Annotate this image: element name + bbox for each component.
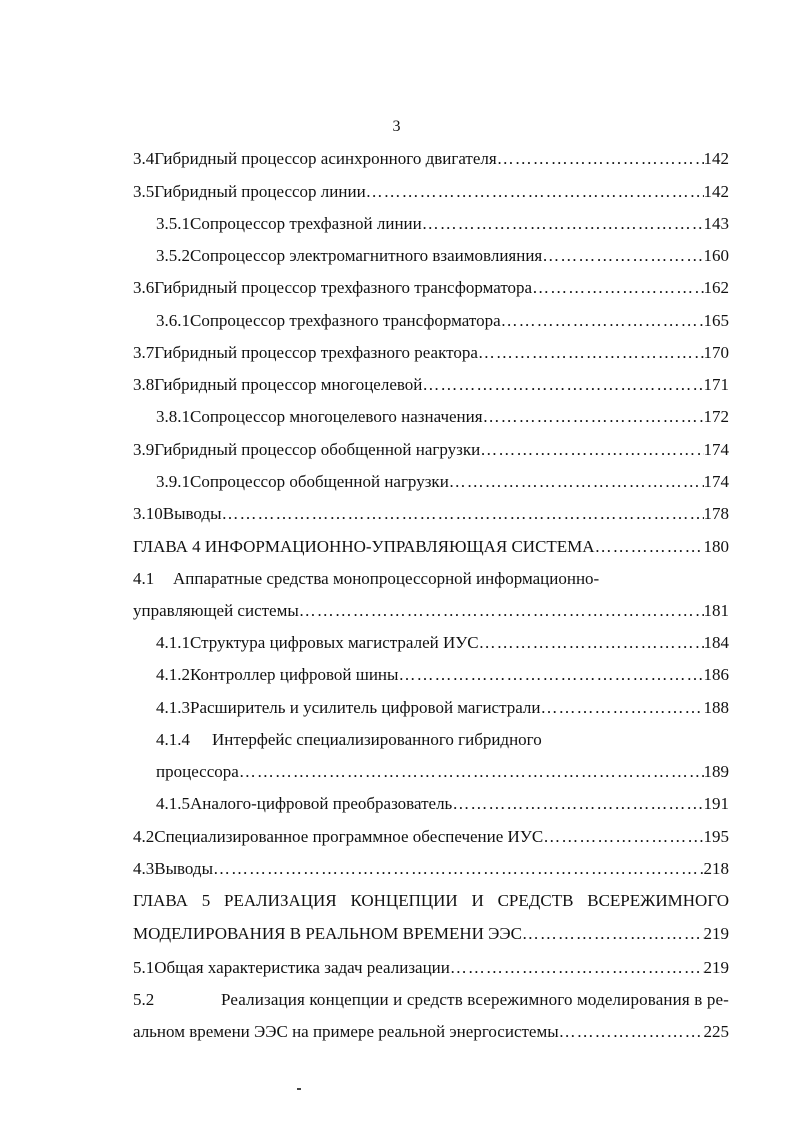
toc-entry-number: 3.9 bbox=[133, 440, 155, 459]
toc-entry[interactable] bbox=[156, 471, 729, 493]
toc-entry-title: Гибридный процессор асинхронного двигателя bbox=[154, 149, 497, 168]
toc-entry-title: Сопроцессор электромагнитного взаимовлияния bbox=[190, 246, 543, 265]
toc-leader-dots bbox=[480, 439, 703, 461]
toc-leader-dots bbox=[541, 697, 704, 719]
toc-leader-dots bbox=[532, 277, 703, 299]
toc-chapter-heading[interactable] bbox=[133, 536, 729, 558]
toc-entry-title: Аппаратные средства монопроцессорной информационно- bbox=[173, 569, 600, 588]
toc-entry-page: 165 bbox=[703, 311, 729, 330]
toc-leader-dots bbox=[501, 310, 704, 332]
toc-entry-page: 142 bbox=[703, 182, 729, 201]
toc-entry-page: 219 bbox=[703, 958, 729, 977]
toc-entry-number: 4.1.2 bbox=[156, 665, 190, 684]
toc-entry-page: 218 bbox=[703, 859, 729, 878]
toc-entry-title: МОДЕЛИРОВАНИЯ В РЕАЛЬНОМ ВРЕМЕНИ ЭЭС bbox=[133, 924, 522, 943]
toc-entry-page: 189 bbox=[703, 762, 729, 781]
toc-entry-title: Сопроцессор обобщенной нагрузки bbox=[190, 472, 449, 491]
toc-entry-page: 180 bbox=[703, 537, 729, 556]
toc-leader-dots bbox=[239, 761, 704, 783]
toc-leader-dots bbox=[452, 793, 703, 815]
toc-entry-title: управляющей системы bbox=[133, 601, 299, 620]
toc-entry-title: Гибридный процессор линии bbox=[154, 182, 366, 201]
toc-entry-page: 143 bbox=[703, 214, 729, 233]
toc-entry[interactable] bbox=[133, 826, 729, 848]
toc-entry[interactable] bbox=[133, 342, 729, 364]
toc-chapter-heading[interactable] bbox=[133, 890, 729, 912]
toc-entry-number: 3.6 bbox=[133, 278, 155, 297]
toc-entry-title: Гибридный процессор обобщенной нагрузки bbox=[154, 440, 481, 459]
toc-entry-page: 162 bbox=[703, 278, 729, 297]
toc-entry-number: 3.6.1 bbox=[156, 311, 190, 330]
toc-chapter-heading-continuation[interactable] bbox=[133, 923, 729, 945]
toc-entry[interactable] bbox=[156, 793, 729, 815]
page-number: 3 bbox=[392, 118, 401, 135]
toc-leader-dots bbox=[422, 374, 703, 396]
toc-entry-page: 225 bbox=[703, 1022, 729, 1041]
toc-entry-number: 4.1.3 bbox=[156, 698, 190, 717]
toc-leader-dots bbox=[299, 600, 704, 622]
toc-entry-page: 142 bbox=[703, 149, 729, 168]
toc-entry[interactable] bbox=[133, 439, 729, 461]
toc-entry[interactable] bbox=[156, 697, 729, 719]
toc-entry-page: 174 bbox=[703, 440, 729, 459]
toc-entry-continuation[interactable] bbox=[156, 761, 729, 783]
toc-entry-title: процессора bbox=[156, 762, 239, 781]
toc-entry-number: 3.8.1 bbox=[156, 407, 190, 426]
toc-leader-dots bbox=[449, 471, 704, 493]
toc-entry-number: 3.9.1 bbox=[156, 472, 190, 491]
toc-entry-continuation[interactable] bbox=[133, 600, 729, 622]
toc-entry-number: 3.8 bbox=[133, 375, 155, 394]
toc-entry-title: Контроллер цифровой шины bbox=[190, 665, 399, 684]
toc-entry[interactable] bbox=[156, 406, 729, 428]
toc-entry[interactable] bbox=[156, 213, 729, 235]
toc-entry[interactable] bbox=[156, 664, 729, 686]
toc-entry-title: альном времени ЭЭС на примере реальной энергосистемы bbox=[133, 1022, 559, 1041]
toc-entry-title: Сопроцессор трехфазного трансформатора bbox=[190, 311, 501, 330]
toc-entry-continuation[interactable] bbox=[133, 1021, 729, 1043]
toc-leader-dots bbox=[478, 342, 704, 364]
toc-entry-title: Интерфейс специализированного гибридного bbox=[212, 730, 542, 749]
toc-entry-page: 219 bbox=[703, 924, 729, 943]
toc-entry-title: Структура цифровых магистралей ИУС bbox=[190, 633, 479, 652]
toc-entry-number: 4.2 bbox=[133, 827, 155, 846]
toc-entry-number: 4.1.1 bbox=[156, 633, 190, 652]
toc-leader-dots bbox=[366, 181, 704, 203]
toc-entry-page: 188 bbox=[703, 698, 729, 717]
toc-entry-page: 184 bbox=[703, 633, 729, 652]
scan-artifact bbox=[297, 1088, 301, 1090]
toc-entry-number: 3.10 bbox=[133, 504, 163, 523]
toc-leader-dots bbox=[483, 406, 704, 428]
toc-entry-number: 5.1 bbox=[133, 958, 155, 977]
toc-entry[interactable] bbox=[133, 181, 729, 203]
toc-entry[interactable] bbox=[156, 245, 729, 267]
toc-entry-number: 5.2 bbox=[133, 990, 155, 1009]
toc-entry-title: Гибридный процессор трехфазного трансформатора bbox=[154, 278, 533, 297]
toc-entry-number: 4.3 bbox=[133, 859, 155, 878]
toc-leader-dots bbox=[522, 923, 704, 945]
toc-entry-title: Реализация концепции и средств всережимного моделирования в ре- bbox=[220, 990, 729, 1009]
toc-entry-title: Гибридный процессор многоцелевой bbox=[154, 375, 423, 394]
toc-entry-number: 3.5 bbox=[133, 182, 155, 201]
toc-entry[interactable] bbox=[133, 858, 729, 880]
toc-entry-title: Расширитель и усилитель цифровой магистрали bbox=[190, 698, 541, 717]
toc-entry[interactable] bbox=[133, 957, 729, 979]
toc-entry-title: Общая характеристика задач реализации bbox=[154, 958, 450, 977]
toc-entry-title: ГЛАВА 4 ИНФОРМАЦИОННО-УПРАВЛЯЮЩАЯ СИСТЕМА bbox=[133, 537, 595, 556]
toc-leader-dots bbox=[542, 245, 703, 267]
toc-entry-page: 174 bbox=[703, 472, 729, 491]
toc-entry-page: 178 bbox=[703, 504, 729, 523]
toc-entry-page: 186 bbox=[703, 665, 729, 684]
toc-entry-number: 4.1.5 bbox=[156, 794, 190, 813]
toc-entry-title: Сопроцессор трехфазной линии bbox=[190, 214, 422, 233]
toc-entry[interactable] bbox=[133, 374, 729, 396]
toc-entry-page: 172 bbox=[703, 407, 729, 426]
toc-leader-dots bbox=[222, 503, 704, 525]
toc-entry[interactable] bbox=[156, 632, 729, 654]
toc-entry-page: 195 bbox=[703, 827, 729, 846]
toc-entry-number: 3.5.2 bbox=[156, 246, 190, 265]
toc-entry[interactable] bbox=[133, 989, 729, 1011]
toc-entry-page: 181 bbox=[703, 601, 729, 620]
toc-entry-title: Аналого-цифровой преобразователь bbox=[190, 794, 453, 813]
toc-entry-number: 3.4 bbox=[133, 149, 155, 168]
toc-entry-page: 191 bbox=[703, 794, 729, 813]
toc-entry-number: 4.1 bbox=[133, 569, 155, 588]
toc-entry[interactable] bbox=[156, 729, 729, 751]
toc-leader-dots bbox=[595, 536, 704, 558]
toc-entry-title: Специализированное программное обеспечение ИУС bbox=[154, 827, 544, 846]
toc-entry-title: Выводы bbox=[162, 504, 222, 523]
toc-entry-page: 170 bbox=[703, 343, 729, 362]
toc-leader-dots bbox=[543, 826, 703, 848]
toc-leader-dots bbox=[559, 1021, 704, 1043]
toc-leader-dots bbox=[213, 858, 703, 880]
toc-entry-title: Выводы bbox=[154, 859, 214, 878]
toc-entry-number: 3.5.1 bbox=[156, 214, 190, 233]
toc-entry-number: 4.1.4 bbox=[156, 730, 190, 749]
toc-leader-dots bbox=[479, 632, 704, 654]
toc-entry-title: Сопроцессор многоцелевого назначения bbox=[190, 407, 483, 426]
toc-entry-number: 3.7 bbox=[133, 343, 155, 362]
toc-entry-page: 171 bbox=[703, 375, 729, 394]
toc-entry[interactable] bbox=[133, 503, 729, 525]
toc-leader-dots bbox=[450, 957, 704, 979]
toc-entry-title: Гибридный процессор трехфазного реактора bbox=[154, 343, 478, 362]
toc-leader-dots bbox=[497, 148, 704, 170]
toc-entry[interactable] bbox=[133, 277, 729, 299]
toc-leader-dots bbox=[398, 664, 703, 686]
toc-entry-title: ГЛАВА 5 РЕАЛИЗАЦИЯ КОНЦЕПЦИИ И СРЕДСТВ ВСЕРЕЖИМНОГО bbox=[133, 891, 729, 910]
toc-entry[interactable] bbox=[133, 568, 729, 590]
toc-entry[interactable] bbox=[133, 148, 729, 170]
toc-entry-page: 160 bbox=[703, 246, 729, 265]
toc-leader-dots bbox=[422, 213, 704, 235]
toc-entry[interactable] bbox=[156, 310, 729, 332]
